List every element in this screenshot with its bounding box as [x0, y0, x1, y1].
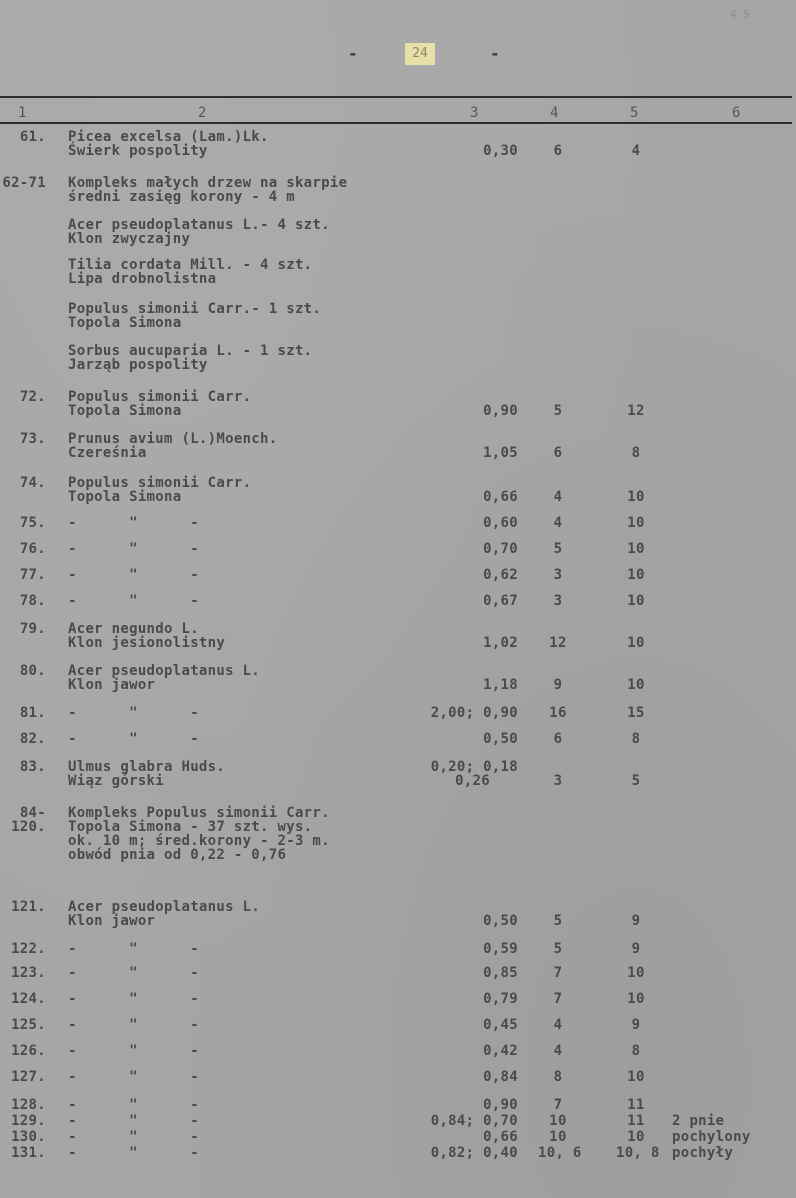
diameter-value: 0,84 — [483, 1069, 518, 1085]
height-value: 4 — [553, 1043, 563, 1059]
remarks-value: pochyły — [672, 1145, 734, 1161]
height-value: 3 — [553, 567, 563, 583]
row-number: 79. — [19, 621, 46, 637]
crown-value: 12 — [627, 403, 645, 419]
row-number: 77. — [19, 567, 46, 583]
row-number: 73. — [19, 431, 46, 447]
species-name: Kompleks małych drzew na skarpie — [68, 175, 348, 191]
height-value: 7 — [553, 991, 563, 1007]
column-header-2: 2 — [198, 105, 207, 121]
diameter-value: 1,18 — [483, 677, 518, 693]
species-name: - " - — [68, 1145, 199, 1161]
crown-value: 10 — [627, 593, 645, 609]
diameter-value: 0,59 — [483, 941, 518, 957]
species-detail: Jarząb pospolity — [68, 357, 208, 373]
height-value: 8 — [553, 1069, 563, 1085]
column-header-1: 1 — [18, 105, 27, 121]
row-number: 124. — [11, 991, 46, 1007]
species-detail: obwód pnia od 0,22 - 0,76 — [68, 847, 287, 863]
crown-value: 9 — [631, 941, 641, 957]
crown-value: 10 — [627, 541, 645, 557]
crown-value: 10 — [627, 677, 645, 693]
diameter-value: 0,50 — [483, 913, 518, 929]
column-header-5: 5 — [630, 105, 639, 121]
height-value: 3 — [553, 773, 563, 789]
species-detail: Topola Simona - 37 szt. wys. — [68, 819, 313, 835]
species-detail: Klon zwyczajny — [68, 231, 191, 247]
species-name: - " - — [68, 991, 199, 1007]
species-detail: Wiąz górski — [68, 773, 165, 789]
species-name: - " - — [68, 1017, 199, 1033]
diameter-value: 0,45 — [483, 1017, 518, 1033]
row-number: 84- — [19, 805, 46, 821]
row-number: 123. — [11, 965, 46, 981]
diameter-value: 1,02 — [483, 635, 518, 651]
height-value: 7 — [553, 965, 563, 981]
species-name: Ulmus glabra Huds. — [68, 759, 226, 775]
height-value: 4 — [553, 489, 563, 505]
species-name: - " - — [68, 515, 199, 531]
species-detail: Topola Simona — [68, 315, 182, 331]
species-name: Prunus avium (L.)Moench. — [68, 431, 278, 447]
species-name: - " - — [68, 731, 199, 747]
height-value: 5 — [553, 941, 563, 957]
row-number-cont: 120. — [11, 819, 46, 835]
row-number: 125. — [11, 1017, 46, 1033]
diameter-value-2: 0,26 — [455, 773, 490, 789]
row-number: 76. — [19, 541, 46, 557]
row-number: 82. — [19, 731, 46, 747]
diameter-value: 0,42 — [483, 1043, 518, 1059]
crown-value: 4 — [631, 143, 641, 159]
crown-value: 8 — [631, 445, 641, 461]
crown-value: 10 — [627, 567, 645, 583]
crown-value: 15 — [627, 705, 645, 721]
crown-value: 10 — [627, 965, 645, 981]
crown-value: 11 — [627, 1097, 645, 1113]
row-number: 121. — [11, 899, 46, 915]
header-dash-left: - — [348, 44, 358, 63]
species-name: - " - — [68, 567, 199, 583]
column-header-6: 6 — [732, 105, 741, 121]
remarks-value: pochylony — [672, 1129, 751, 1145]
species-name: Picea excelsa (Lam.)Lk. — [68, 129, 269, 145]
species-name: - " - — [68, 705, 199, 721]
species-name: Kompleks Populus simonii Carr. — [68, 805, 330, 821]
diameter-value: 0,60 — [483, 515, 518, 531]
header-dash-right: - — [490, 44, 500, 63]
crown-value: 11 — [627, 1113, 645, 1129]
row-number: 129. — [11, 1113, 46, 1129]
row-number: 127. — [11, 1069, 46, 1085]
height-value: 3 — [553, 593, 563, 609]
row-number: 126. — [11, 1043, 46, 1059]
species-name: - " - — [68, 593, 199, 609]
species-detail: Topola Simona — [68, 403, 182, 419]
crown-value: 9 — [631, 1017, 641, 1033]
height-value: 6 — [553, 445, 563, 461]
species-name: Acer pseudoplatanus L. — [68, 663, 261, 679]
height-value: 12 — [549, 635, 567, 651]
diameter-value: 0,90 — [483, 403, 518, 419]
species-name: - " - — [68, 541, 199, 557]
species-name: - " - — [68, 941, 199, 957]
crown-value: 8 — [631, 731, 641, 747]
crown-value: 10 — [627, 1069, 645, 1085]
row-number: 81. — [19, 705, 46, 721]
species-name: - " - — [68, 1043, 199, 1059]
species-detail: średni zasięg korony - 4 m — [68, 189, 295, 205]
height-value: 6 — [553, 731, 563, 747]
height-value: 6 — [553, 143, 563, 159]
row-number: 131. — [11, 1145, 46, 1161]
column-header-4: 4 — [550, 105, 559, 121]
crown-value: 10 — [627, 489, 645, 505]
diameter-value: 1,05 — [483, 445, 518, 461]
height-value: 4 — [553, 1017, 563, 1033]
row-number: 130. — [11, 1129, 46, 1145]
crown-value: 9 — [631, 913, 641, 929]
diameter-value: 0,20; 0,18 — [430, 759, 518, 775]
species-name: - " - — [68, 965, 199, 981]
species-name: - " - — [68, 1069, 199, 1085]
height-value: 16 — [549, 705, 567, 721]
crown-value: 10 — [627, 1129, 645, 1145]
table-top-rule — [0, 96, 792, 98]
crown-value: 8 — [631, 1043, 641, 1059]
species-detail: Czereśnia — [68, 445, 147, 461]
diameter-value: 0,90 — [483, 1097, 518, 1113]
height-value: 4 — [553, 515, 563, 531]
row-number: 75. — [19, 515, 46, 531]
species-name: Acer pseudoplatanus L. — [68, 899, 261, 915]
row-number: 128. — [11, 1097, 46, 1113]
height-value: 5 — [553, 913, 563, 929]
species-name: Acer pseudoplatanus L.- 4 szt. — [68, 217, 330, 233]
species-detail: Klon jawor — [68, 913, 156, 929]
diameter-value: 0,62 — [483, 567, 518, 583]
diameter-value: 0,85 — [483, 965, 518, 981]
row-number: 80. — [19, 663, 46, 679]
crown-value: 10 — [627, 515, 645, 531]
species-name: Populus simonii Carr.- 1 szt. — [68, 301, 322, 317]
column-header-3: 3 — [470, 105, 479, 121]
species-detail: Lipa drobnolistna — [68, 271, 217, 287]
remarks-value: 2 pnie — [672, 1113, 725, 1129]
species-name: Tilia cordata Mill. - 4 szt. — [68, 257, 313, 273]
diameter-value: 2,00; 0,90 — [430, 705, 518, 721]
species-detail: Świerk pospolity — [68, 143, 208, 159]
height-value: 5 — [553, 403, 563, 419]
species-detail: Klon jesionolistny — [68, 635, 226, 651]
height-value: 10 — [549, 1129, 567, 1145]
page-number: 24 — [405, 43, 435, 65]
diameter-value: 0,79 — [483, 991, 518, 1007]
diameter-value: 0,67 — [483, 593, 518, 609]
species-name: - " - — [68, 1113, 199, 1129]
species-detail: Topola Simona — [68, 489, 182, 505]
row-number: 74. — [19, 475, 46, 491]
diameter-value: 0,66 — [483, 489, 518, 505]
row-number: 72. — [19, 389, 46, 405]
diameter-value: 0,82; 0,40 — [430, 1145, 518, 1161]
species-name: Acer negundo L. — [68, 621, 199, 637]
corner-mark: 4 5 — [730, 8, 750, 21]
crown-value: 5 — [631, 773, 641, 789]
diameter-value: 0,66 — [483, 1129, 518, 1145]
species-detail: ok. 10 m; śred.korony - 2-3 m. — [68, 833, 330, 849]
height-value: 5 — [553, 541, 563, 557]
crown-value: 10, 8 — [616, 1145, 660, 1161]
height-value: 10, 6 — [538, 1145, 582, 1161]
height-value: 7 — [553, 1097, 563, 1113]
species-name: - " - — [68, 1129, 199, 1145]
table-header-rule — [0, 122, 792, 124]
row-number: 78. — [19, 593, 46, 609]
row-number: 61. — [19, 129, 46, 145]
crown-value: 10 — [627, 635, 645, 651]
crown-value: 10 — [627, 991, 645, 1007]
diameter-value: 0,50 — [483, 731, 518, 747]
height-value: 9 — [553, 677, 563, 693]
diameter-value: 0,70 — [483, 541, 518, 557]
species-detail: Klon jawor — [68, 677, 156, 693]
species-name: Sorbus aucuparia L. - 1 szt. — [68, 343, 313, 359]
diameter-value: 0,84; 0,70 — [430, 1113, 518, 1129]
row-number: 83. — [19, 759, 46, 775]
height-value: 10 — [549, 1113, 567, 1129]
row-number: 122. — [11, 941, 46, 957]
row-number: 62-71 — [2, 175, 46, 191]
species-name: - " - — [68, 1097, 199, 1113]
species-name: Populus simonii Carr. — [68, 475, 252, 491]
species-name: Populus simonii Carr. — [68, 389, 252, 405]
diameter-value: 0,30 — [483, 143, 518, 159]
